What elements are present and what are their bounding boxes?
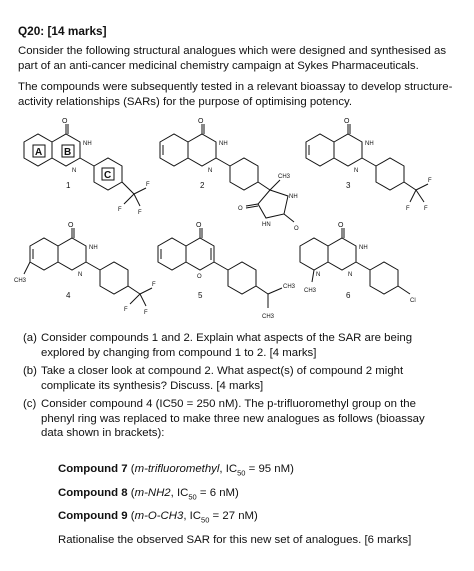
compound-2-oxygen: O <box>198 118 204 125</box>
compound-1-nh: NH <box>83 141 92 147</box>
compound-3-f2: F <box>424 206 428 212</box>
compound-1-f3: F <box>118 207 122 213</box>
compound-9-ic50: 27 nM <box>222 510 255 522</box>
compound-2-hydantoin-nh: NH <box>289 194 298 200</box>
compound-8-label: Compound 8 <box>58 487 128 499</box>
question-c <box>23 397 453 442</box>
compound-6-ch3: CH3 <box>304 288 317 294</box>
question-a-line-2: explored by changing from compound 1 to 2. [4 marks] <box>41 346 317 359</box>
compound-6-structure <box>300 228 410 294</box>
question-heading: Q20: [14 marks] <box>18 24 107 38</box>
compound-8-line: Compound 8 (m-NH2, $IC_{50} = 6$ nM) <box>58 487 239 502</box>
compound-2-oxygen-3: O <box>238 206 243 212</box>
compound-7-substituent: m-trifluoromethyl <box>134 463 220 475</box>
compound-7-label: Compound 7 <box>58 463 128 475</box>
compound-4-n: N <box>78 272 83 278</box>
compound-3-f1: F <box>428 178 432 184</box>
ring-label-a: A <box>35 147 43 158</box>
compound-5-ch3-1: CH3 <box>283 284 296 290</box>
question-c-closing: Rationalise the observed SAR for this new set of analogues. [6 marks] <box>58 534 412 546</box>
question-a-letter: (a) <box>23 332 37 344</box>
compound-6-nh: NH <box>359 245 368 251</box>
compound-2-hn: HN <box>262 222 271 228</box>
compound-8-ic50: 6 nM <box>209 487 236 499</box>
compound-6-n: N <box>348 272 353 278</box>
compound-4-f1: F <box>152 282 156 288</box>
compound-9-substituent: m-O-CH3 <box>134 510 184 522</box>
compound-2-n: N <box>208 168 213 174</box>
question-b <box>23 364 453 394</box>
compound-2-structure <box>160 124 294 222</box>
question-c-line-1: Consider compound 4 (IC50 = 250 nM). The p-trifluoromethyl group on the <box>41 398 416 410</box>
intro-paragraph-1: Consider the following structural analogues which were designed and synthesised as part of an anti-cancer medicinal chemistry campaign at Sykes Pharmaceuticals. <box>18 45 447 72</box>
compound-2-number: 2 <box>200 181 205 190</box>
compound-3-structure <box>306 124 428 202</box>
question-b-letter: (b) <box>23 365 37 377</box>
question-c-line-3: data shown in brackets): <box>41 427 165 439</box>
compound-6-cl: Cl <box>410 298 416 304</box>
compound-1-structure <box>24 124 146 206</box>
question-c-line-2: phenyl ring was replaced to make three new analogues as follows (bioassay <box>41 412 425 425</box>
compound-5-number: 5 <box>198 291 203 300</box>
compound-7-ic50: 95 nM <box>258 463 291 475</box>
compound-8-substituent: m-NH2 <box>134 487 171 499</box>
compound-6-n-ring: N <box>316 272 321 278</box>
ring-label-b: B <box>64 147 72 158</box>
compound-3-n: N <box>354 168 359 174</box>
compound-4-oxygen: O <box>68 222 74 229</box>
compound-9-line: Compound 9 (m-O-CH3, $IC_{50} = 27$ nM) <box>58 510 258 525</box>
compound-1-f1: F <box>146 182 150 188</box>
question-b-line-1: Take a closer look at compound 2. What aspect(s) of compound 2 might <box>41 365 404 377</box>
compound-4-structure <box>24 228 152 306</box>
question-b-line-2: complicate its synthesis? Discuss. [4 marks] <box>41 379 264 392</box>
compound-3-nh: NH <box>365 141 374 147</box>
compound-1-n: N <box>72 168 77 174</box>
compound-4-number: 4 <box>66 291 71 300</box>
compound-5-oxygen-carbonyl: O <box>196 222 202 229</box>
compound-1-oxygen: O <box>62 118 68 125</box>
compound-2-oxygen-2: O <box>294 226 299 232</box>
question-c-letter: (c) <box>23 398 37 410</box>
compound-7-line: Compound 7 (m-trifluoromethyl, $IC_{50} = 95$ nM) <box>58 463 294 478</box>
compound-5-oxygen-ring: O <box>197 274 202 280</box>
compound-1-number: 1 <box>66 181 71 190</box>
compound-6-number: 6 <box>346 291 351 300</box>
compound-4-nh: NH <box>89 245 98 251</box>
question-a <box>23 331 453 361</box>
compound-2-nh: NH <box>219 141 228 147</box>
compound-structures-figure <box>0 118 474 328</box>
compound-1-f2: F <box>138 210 142 216</box>
compound-3-oxygen: O <box>344 118 350 125</box>
compound-5-ch3-2: CH3 <box>262 314 275 320</box>
compound-2-ch3: CH3 <box>278 174 291 180</box>
compound-9-label: Compound 9 <box>58 510 128 522</box>
compound-5-structure <box>158 228 282 308</box>
ring-label-c: C <box>104 170 112 181</box>
compound-4-f2: F <box>144 310 148 316</box>
compound-3-f3: F <box>406 206 410 212</box>
compound-4-f3: F <box>124 307 128 313</box>
compound-3-number: 3 <box>346 181 351 190</box>
question-a-line-1: Consider compounds 1 and 2. Explain what aspects of the SAR are being <box>41 332 413 344</box>
intro-paragraph-2: The compounds were subsequently tested in a relevant bioassay to develop structure-activity relationships (SARs) for the purpose of optimising potency. <box>18 81 453 108</box>
compound-4-ch3: CH3 <box>14 278 27 284</box>
compound-6-oxygen: O <box>338 222 344 229</box>
